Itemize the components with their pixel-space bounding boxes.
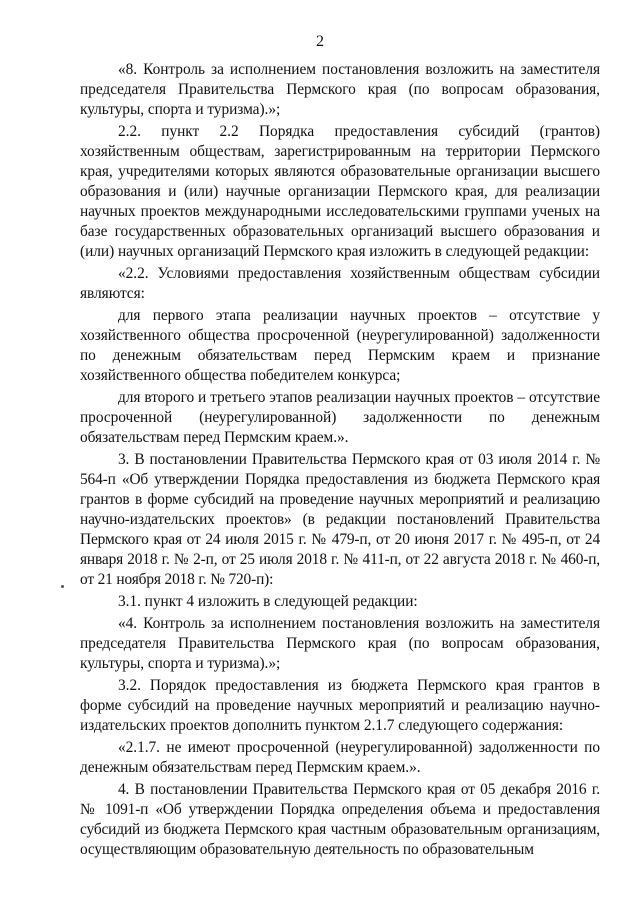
paragraph: «8. Контроль за исполнением постановления возложить на заместителя председателя Правительства Пермского края (по вопросам образования, культуры, спорта и туризма).»; (80, 61, 600, 118)
paragraph: «2.1.7. не имеют просроченной (неурегулированной) задолженности по денежным обязательствам перед Пермским краем.». (80, 739, 600, 776)
page-number: 2 (316, 33, 324, 50)
paragraph: для второго и третьего этапов реализации научных проектов – отсутствие просроченной (неурегулированной) задолженности по денежным обязательствам перед Пермским краем.». (80, 389, 600, 446)
paragraph: 2.2. пункт 2.2 Порядка предоставления субсидий (грантов) хозяйственным обществам, зарегистрированным на территории Пермского края, учредителями которых являются образовательные организации высшего образования и (или) научные организации Пермского края, для реализации научных проектов международными исследовательскими группами ученых на базе государственных образовательных организаций высшего образования и (или) научных организаций Пермского края изложить в следующей редакции: (80, 123, 600, 260)
paragraph: «4. Контроль за исполнением постановления возложить на заместителя председателя Правительства Пермского края (по вопросам образования, культуры, спорта и туризма).»; (80, 615, 600, 672)
paragraph: 4. В постановлении Правительства Пермского края от 05 декабря 2016 г. № 1091-п «Об утверждении Порядка определения объема и предоставления субсидий из бюджета Пермского края частным образовательным организациям, осуществляющим образовательную деятельность по образовательным (80, 781, 600, 858)
paragraph: 3. В постановлении Правительства Пермского края от 03 июля 2014 г. № 564-п «Об утверждении Порядка предоставления из бюджета Пермского края грантов в форме субсидий на проведение научных мероприятий и реализацию научно-издательских проектов» (в редакции постановлений Правительства Пермского края от 24 июля 2015 г. № 479-п, от 20 июня 2017 г. № 495-п, от 24 января 2018 г. № 2-п, от 25 июля 2018 г. № 411-п, от 22 августа 2018 г. № 460-п, от 21 ноября 2018 г. № 720-п): (80, 451, 600, 588)
paragraph: «2.2. Условиями предоставления хозяйственным обществам субсидии являются: (80, 265, 600, 302)
document-body (80, 60, 600, 862)
margin-mark (61, 585, 64, 588)
paragraph: 3.1. пункт 4 изложить в следующей редакции: (118, 593, 418, 610)
paragraph: 3.2. Порядок предоставления из бюджета Пермского края грантов в форме субсидий на проведение научных мероприятий и реализацию научно-издательских проектов дополнить пунктом 2.1.7 следующего содержания: (80, 677, 600, 734)
paragraph: для первого этапа реализации научных проектов – отсутствие у хозяйственного общества просроченной (неурегулированной) задолженности по денежным обязательствам перед Пермским краем и признание хозяйственного общества победителем конкурса; (80, 307, 600, 384)
